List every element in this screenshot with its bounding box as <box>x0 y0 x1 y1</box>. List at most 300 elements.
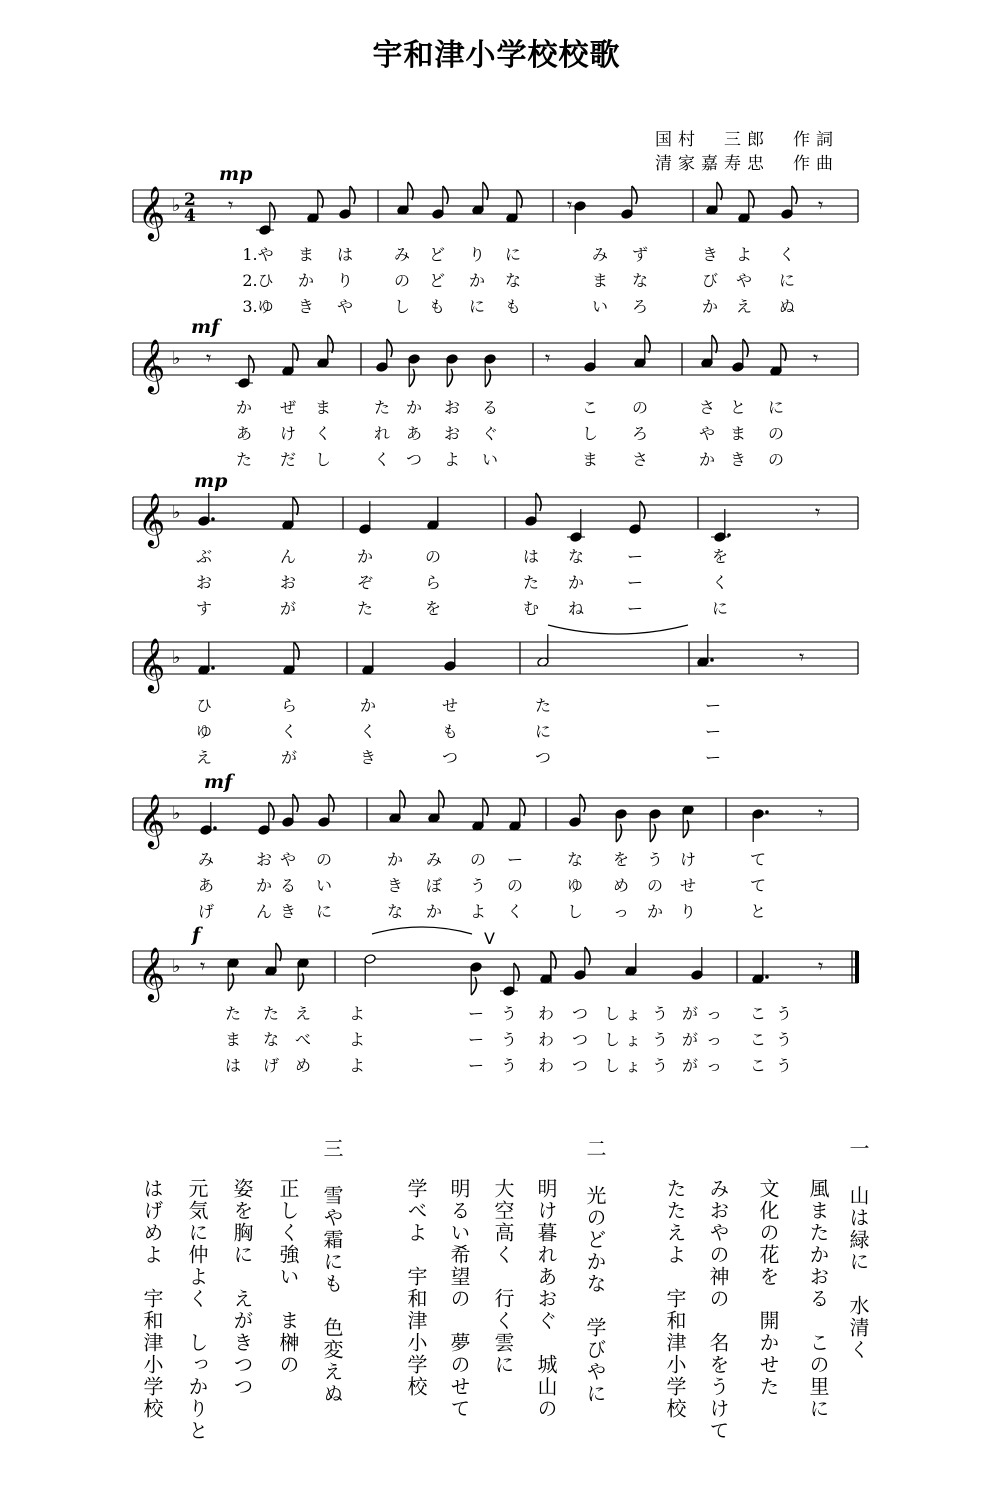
lyric-syllable: つ <box>571 1004 589 1023</box>
lyric-syllable: よ <box>443 450 461 469</box>
lyric-syllable: の <box>424 547 442 566</box>
verse-line: 学べよ 宇和津小学校 <box>404 1178 428 1398</box>
final-barline-thick <box>855 951 859 983</box>
lyric-syllable: べ <box>294 1030 312 1049</box>
lyric-syllable: き <box>386 876 404 895</box>
note-flag <box>270 202 275 220</box>
note-flag <box>781 343 786 361</box>
note-flag <box>387 339 392 357</box>
lyric-syllable: ま <box>581 450 599 469</box>
time-signature-top: 2 <box>184 190 196 210</box>
verse-line: たたえよ 宇和津小学校 <box>663 1178 687 1420</box>
lyric-syllable: か <box>468 271 486 290</box>
lyric-syllable: よ <box>348 1030 366 1049</box>
lyric-syllable: お <box>279 573 297 592</box>
note-flag <box>520 798 525 816</box>
lyric-syllable: み <box>591 245 609 264</box>
lyric-syllable: た <box>534 696 552 715</box>
note-flag <box>293 497 298 515</box>
lyric-syllable: あ <box>405 424 423 443</box>
lyric-syllable: さ <box>698 398 716 417</box>
augmentation-dot <box>765 810 769 814</box>
lyric-syllable: く <box>506 902 524 921</box>
lyric-syllable: は <box>336 245 354 264</box>
lyric-syllable: だ <box>279 450 297 469</box>
lyric-syllable: を <box>612 850 630 869</box>
note-flag <box>640 501 645 519</box>
tie <box>548 625 688 634</box>
lyric-syllable: ょ <box>624 1056 642 1075</box>
lyric-syllable: う <box>500 1030 518 1049</box>
lyric-syllable: き <box>359 748 377 767</box>
lyric-syllable: ー <box>467 1056 485 1075</box>
lyric-syllable: た <box>522 573 540 592</box>
lyric-syllable: け <box>679 850 697 869</box>
lyric-syllable: か <box>567 573 585 592</box>
lyric-syllable: つ <box>405 450 423 469</box>
lyric-syllable: う <box>651 1030 669 1049</box>
lyric-syllable: ろ <box>631 297 649 316</box>
eighth-rest-icon: 𝄾 <box>818 954 824 978</box>
lyric-syllable: や <box>336 297 354 316</box>
lyric-syllable: た <box>224 1004 242 1023</box>
lyric-syllable: た <box>235 450 253 469</box>
note-flag <box>439 790 444 808</box>
lyric-syllable: く <box>359 722 377 741</box>
lyric-syllable: る <box>481 398 499 417</box>
lyric-syllable: く <box>711 573 729 592</box>
lyric-syllable: な <box>631 271 649 290</box>
lyric-syllable: わ <box>537 1004 555 1023</box>
lyric-syllable: か <box>701 297 719 316</box>
lyric-syllable: に <box>534 722 552 741</box>
note-flag <box>329 794 334 812</box>
dynamic-marking: mf <box>191 316 220 338</box>
lyric-syllable: え <box>735 297 753 316</box>
flat-key-signature-icon: ♭ <box>172 956 181 977</box>
lyric-syllable: り <box>679 902 697 921</box>
lyric-syllable: に <box>504 245 522 264</box>
lyric-syllable: ま <box>729 424 747 443</box>
composer-credit: 清家嘉寿忠 作曲 <box>655 154 839 174</box>
lyric-syllable: ぼ <box>425 876 443 895</box>
lyric-syllable: の <box>469 850 487 869</box>
lyric-syllable: う <box>500 1056 518 1075</box>
lyric-syllable: か <box>235 398 253 417</box>
eighth-rest-icon: 𝄾 <box>206 346 212 370</box>
lyric-syllable: つ <box>571 1030 589 1049</box>
lyric-syllable: げ <box>197 902 215 921</box>
lyric-syllable: み <box>197 850 215 869</box>
song-title: 宇和津小学校校歌 <box>372 38 621 73</box>
lyric-syllable: か <box>698 450 716 469</box>
lyric-syllable: せ <box>679 876 697 895</box>
lyric-syllable: ろ <box>631 424 649 443</box>
eighth-rest-icon: 𝄾 <box>228 193 234 217</box>
lyric-syllable: あ <box>235 424 253 443</box>
augmentation-dot <box>765 975 769 979</box>
note-flag <box>293 343 298 361</box>
dynamic-marking: mf <box>204 771 233 793</box>
lyric-syllable: し <box>566 902 584 921</box>
lyric-syllable: き <box>729 450 747 469</box>
eighth-rest-icon: 𝄾 <box>545 346 551 370</box>
lyric-syllable: も <box>441 722 459 741</box>
augmentation-dot <box>211 517 215 521</box>
note-flag <box>485 369 490 387</box>
eighth-rest-icon: 𝄾 <box>818 193 824 217</box>
lyric-syllable: い <box>315 876 333 895</box>
lyric-syllable: の <box>631 398 649 417</box>
note-flag <box>294 642 299 660</box>
lyric-syllable: よ <box>348 1056 366 1075</box>
lyric-syllable: は <box>224 1056 242 1075</box>
lyric-syllable: ら <box>424 573 442 592</box>
lyric-syllable: に <box>778 271 796 290</box>
lyric-syllable: せ <box>441 696 459 715</box>
lyric-syllable: つ <box>571 1056 589 1075</box>
verse-number: 一 <box>846 1138 870 1160</box>
lyric-syllable: た <box>373 398 391 417</box>
lyric-syllable: が <box>681 1004 699 1023</box>
note-flag <box>249 355 254 373</box>
lyric-syllable: め <box>294 1056 312 1075</box>
note-flag <box>580 794 585 812</box>
note-flag <box>408 182 413 200</box>
flat-key-signature-icon: ♭ <box>172 502 181 523</box>
lyric-syllable: ー <box>626 547 644 566</box>
augmentation-dot <box>213 826 217 830</box>
lyric-syllable: ね <box>567 599 585 618</box>
lyric-syllable: び <box>701 271 719 290</box>
lyric-syllable: っ <box>612 902 630 921</box>
lyric-syllable: く <box>314 424 332 443</box>
lyric-syllable: さ <box>631 450 649 469</box>
lyric-syllable: し <box>581 424 599 443</box>
verse-line: 風またかおる この里に <box>806 1178 830 1420</box>
lyric-syllable: か <box>255 876 273 895</box>
lyric-syllable: ん <box>255 902 273 921</box>
lyric-syllable: に <box>711 599 729 618</box>
flat-key-signature-icon: ♭ <box>172 348 181 369</box>
lyric-syllable: ひ <box>195 696 213 715</box>
lyric-syllable: よ <box>348 1004 366 1023</box>
lyric-syllable: ぜ <box>279 398 297 417</box>
dynamic-marking: mp <box>219 163 253 185</box>
lyric-syllable: よ <box>735 245 753 264</box>
lyric-syllable: か <box>359 696 377 715</box>
lyric-syllable: ん <box>279 547 297 566</box>
lyric-syllable: ら <box>280 696 298 715</box>
lyric-syllable: ょ <box>624 1004 642 1023</box>
lyric-syllable: の <box>767 424 785 443</box>
lyric-syllable: こ <box>749 1004 767 1023</box>
verse-line: 正しく強い ま榊の <box>276 1178 300 1376</box>
note-flag <box>298 973 303 991</box>
lyric-syllable: わ <box>537 1030 555 1049</box>
lyric-syllable: き <box>701 245 719 264</box>
lyric-syllable: は <box>522 547 540 566</box>
note-flag <box>650 824 655 842</box>
verse-number: 二 <box>583 1138 607 1160</box>
lyric-syllable: か <box>356 547 374 566</box>
lyric-syllable: の <box>506 876 524 895</box>
lyric-syllable: ま <box>314 398 332 417</box>
lyric-syllable: け <box>279 424 297 443</box>
lyric-syllable: お <box>443 424 461 443</box>
eighth-rest-icon: 𝄾 <box>818 801 824 825</box>
lyric-syllable: や <box>735 271 753 290</box>
lyric-syllable: な <box>386 902 404 921</box>
lyric-syllable: い <box>481 450 499 469</box>
lyric-syllable: う <box>775 1056 793 1075</box>
lyric-syllable: よ <box>469 902 487 921</box>
lyric-syllable: ー <box>704 722 722 741</box>
eighth-rest-icon: 𝄾 <box>799 645 805 669</box>
dynamic-marking: mp <box>194 470 228 492</box>
lyric-syllable: に <box>767 398 785 417</box>
lyric-syllable: の <box>767 450 785 469</box>
lyric-syllable: ー <box>704 696 722 715</box>
lyric-syllable: え <box>195 748 213 767</box>
lyric-syllable: く <box>280 722 298 741</box>
lyric-syllable: か <box>386 850 404 869</box>
lyric-syllable: う <box>469 876 487 895</box>
lyric-syllable: ー <box>506 850 524 869</box>
verse-line: 明るい希望の 夢のせて <box>447 1178 471 1420</box>
lyric-syllable: ゆ <box>195 722 213 741</box>
lyric-syllable: が <box>279 599 297 618</box>
eighth-rest-icon: 𝄾 <box>567 193 573 217</box>
lyric-syllable: か <box>405 398 423 417</box>
flat-key-signature-icon: ♭ <box>172 803 181 824</box>
lyric-syllable: た <box>262 1004 280 1023</box>
lyric-syllable: っ <box>705 1030 723 1049</box>
eighth-rest-icon: 𝄾 <box>200 954 206 978</box>
lyricist-credit: 国村 三郎 作詞 <box>655 130 839 150</box>
note-flag <box>483 798 488 816</box>
lyric-syllable: て <box>749 850 767 869</box>
lyric-syllable: す <box>195 599 213 618</box>
note-flag <box>350 186 355 204</box>
note-flag <box>632 186 637 204</box>
lyric-syllable: も <box>504 297 522 316</box>
lyric-syllable: き <box>279 902 297 921</box>
lyric-syllable: う <box>500 1004 518 1023</box>
lyric-syllable: ま <box>591 271 609 290</box>
treble-clef-icon: 𝄞 <box>138 793 166 847</box>
lyric-syllable: う <box>651 1004 669 1023</box>
lyric-syllable: あ <box>197 876 215 895</box>
lyric-syllable: と <box>749 902 767 921</box>
note-flag <box>228 973 233 991</box>
treble-clef-icon: 𝄞 <box>138 185 166 239</box>
lyric-syllable: く <box>778 245 796 264</box>
lyric-syllable: か <box>425 902 443 921</box>
augmentation-dot <box>727 533 731 537</box>
note-flag <box>471 977 476 995</box>
lyric-syllable: お <box>195 573 213 592</box>
note-flag <box>683 820 688 838</box>
lyric-syllable: の <box>646 876 664 895</box>
note-flag <box>792 186 797 204</box>
verse-line: 光のどかな 学びやに <box>583 1185 607 1405</box>
verse-line: 大空高く 行く雲に <box>491 1178 515 1376</box>
note-flag <box>712 335 717 353</box>
lyric-syllable: い <box>591 297 609 316</box>
lyric-syllable: ー <box>704 748 722 767</box>
eighth-rest-icon: 𝄾 <box>815 500 821 524</box>
lyric-syllable: つ <box>441 748 459 767</box>
lyric-syllable: ー <box>626 599 644 618</box>
lyric-syllable: が <box>681 1030 699 1049</box>
lyric-syllable: お <box>255 850 273 869</box>
note-flag <box>717 182 722 200</box>
lyric-syllable: れ <box>373 424 391 443</box>
lyric-syllable: て <box>749 876 767 895</box>
lyric-syllable: や <box>698 424 716 443</box>
verse-number: 三 <box>320 1138 344 1160</box>
eighth-rest-icon: 𝄾 <box>813 346 819 370</box>
lyric-syllable: し <box>603 1030 621 1049</box>
lyric-syllable: む <box>522 599 540 618</box>
lyric-syllable: が <box>681 1056 699 1075</box>
note-flag <box>743 339 748 357</box>
lyric-syllable: こ <box>749 1056 767 1075</box>
lyric-syllable: ま <box>224 1030 242 1049</box>
lyric-syllable: ず <box>631 245 649 264</box>
lyric-syllable: を <box>424 599 442 618</box>
note-flag <box>318 190 323 208</box>
lyric-syllable: う <box>775 1004 793 1023</box>
lyric-syllable: ま <box>297 245 315 264</box>
lyric-syllable: ゆ <box>566 876 584 895</box>
lyric-syllable: き <box>297 297 315 316</box>
lyric-syllable: み <box>425 850 443 869</box>
lyric-syllable: り <box>336 271 354 290</box>
lyric-syllable: ー <box>626 573 644 592</box>
note-flag <box>585 947 590 965</box>
note-flag <box>616 824 621 842</box>
note-flag <box>443 186 448 204</box>
treble-clef-icon: 𝄞 <box>138 492 166 546</box>
lyric-syllable: か <box>646 902 664 921</box>
lyric-syllable: こ <box>581 398 599 417</box>
lyric-syllable: げ <box>262 1056 280 1075</box>
lyric-syllable: し <box>603 1056 621 1075</box>
note-flag <box>293 794 298 812</box>
note-flag <box>517 190 522 208</box>
lyric-syllable: な <box>504 271 522 290</box>
verse-line: 山は緑に 水清く <box>846 1185 870 1361</box>
lyric-syllable: な <box>566 850 584 869</box>
lyric-syllable: や <box>279 850 297 869</box>
verse-line: 雪や霜にも 色変えぬ <box>320 1185 344 1405</box>
lyric-syllable: 1.や <box>242 245 274 264</box>
treble-clef-icon: 𝄞 <box>138 946 166 1000</box>
lyric-syllable: っ <box>705 1056 723 1075</box>
lyric-syllable: め <box>612 876 630 895</box>
lyric-syllable: う <box>775 1030 793 1049</box>
lyric-syllable: ど <box>428 271 446 290</box>
lyric-syllable: が <box>280 748 298 767</box>
tie <box>372 927 472 934</box>
lyric-syllable: な <box>262 1030 280 1049</box>
lyric-syllable: ぬ <box>778 297 796 316</box>
verse-line: 明け暮れあおぐ 城山の <box>534 1178 558 1420</box>
verse-line: みおやの神の 名をうけて <box>706 1178 730 1442</box>
lyric-syllable: し <box>314 450 332 469</box>
lyric-syllable: ぶ <box>195 547 213 566</box>
lyric-syllable: か <box>297 271 315 290</box>
lyric-syllable: の <box>315 850 333 869</box>
lyric-syllable: う <box>646 850 664 869</box>
lyric-syllable: み <box>393 245 411 264</box>
lyric-syllable: に <box>468 297 486 316</box>
lyric-syllable: ぞ <box>356 573 374 592</box>
lyric-syllable: こ <box>749 1030 767 1049</box>
verse-line: はげめよ 宇和津小学校 <box>140 1178 164 1420</box>
flat-key-signature-icon: ♭ <box>172 647 181 668</box>
dynamic-marking: f <box>192 924 201 946</box>
lyric-syllable: な <box>567 547 585 566</box>
note-flag <box>483 182 488 200</box>
note-flag <box>447 369 452 387</box>
lyric-syllable: ぐ <box>481 424 499 443</box>
lyric-syllable: る <box>279 876 297 895</box>
treble-clef-icon: 𝄞 <box>138 637 166 691</box>
lyric-syllable: ょ <box>624 1030 642 1049</box>
lyric-syllable: も <box>428 297 446 316</box>
note-flag <box>269 802 274 820</box>
time-signature-bottom: 4 <box>184 206 196 226</box>
lyric-syllable: ー <box>467 1004 485 1023</box>
lyric-syllable: え <box>294 1004 312 1023</box>
lyric-syllable: つ <box>534 748 552 767</box>
lyric-syllable: た <box>356 599 374 618</box>
treble-clef-icon: 𝄞 <box>138 338 166 392</box>
verse-line: 文化の花を 開かせた <box>756 1178 780 1398</box>
note-flag <box>514 963 519 981</box>
augmentation-dot <box>211 666 215 670</box>
note-flag <box>645 335 650 353</box>
lyric-syllable: ど <box>428 245 446 264</box>
verse-line: 姿を胸に えがきつつ <box>230 1178 254 1398</box>
breath-mark: V <box>484 929 495 948</box>
lyric-syllable: く <box>373 450 391 469</box>
lyric-syllable: し <box>603 1004 621 1023</box>
lyric-syllable: ー <box>467 1030 485 1049</box>
lyric-syllable: お <box>443 398 461 417</box>
lyric-syllable: 3.ゆ <box>242 297 274 316</box>
lyric-syllable: り <box>468 245 486 264</box>
note-flag <box>276 943 281 961</box>
note-flag <box>328 335 333 353</box>
note-flag <box>409 369 414 387</box>
lyric-syllable: を <box>711 547 729 566</box>
note-flag <box>749 190 754 208</box>
augmentation-dot <box>710 658 714 662</box>
lyric-syllable: に <box>315 902 333 921</box>
lyric-syllable: し <box>393 297 411 316</box>
verse-line: 元気に仲よく しっかりと <box>185 1178 209 1442</box>
lyric-syllable: の <box>393 271 411 290</box>
lyric-syllable: わ <box>537 1056 555 1075</box>
lyric-syllable: 2.ひ <box>242 271 274 290</box>
note-flag <box>536 493 541 511</box>
lyric-syllable: と <box>729 398 747 417</box>
lyric-syllable: っ <box>705 1004 723 1023</box>
